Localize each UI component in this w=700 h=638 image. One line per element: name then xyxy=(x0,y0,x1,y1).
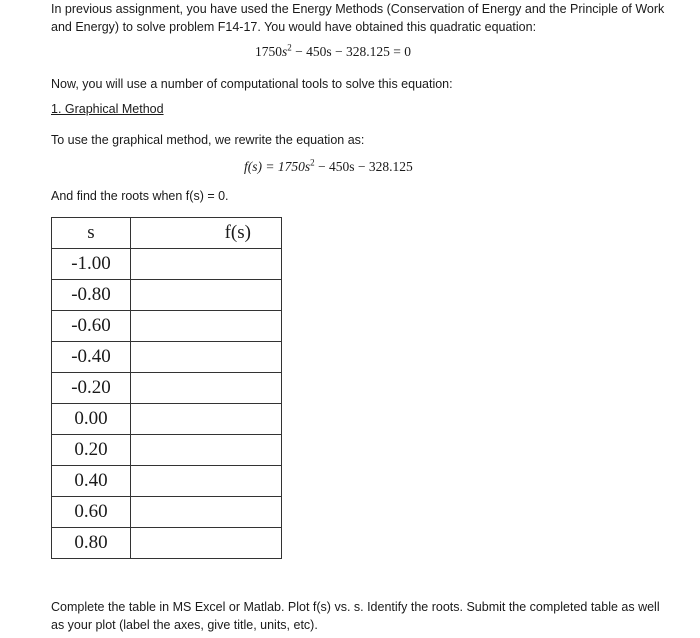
table-row xyxy=(52,435,282,466)
equation-rest: − 450s − 328.125 = 0 xyxy=(291,44,411,59)
table-row xyxy=(52,528,282,559)
equation-coefficient: 1750 xyxy=(255,44,282,59)
s-cell: -0.60 xyxy=(52,311,131,342)
s-cell: -0.80 xyxy=(52,280,131,311)
function-rest: − 450s − 328.125 xyxy=(314,159,413,174)
fs-cell-empty xyxy=(131,249,282,280)
table-row xyxy=(52,342,282,373)
fs-cell-empty xyxy=(131,528,282,559)
s-cell: 0.80 xyxy=(52,528,131,559)
header-s: s xyxy=(52,218,131,249)
table-header-row xyxy=(52,218,282,249)
function-equation xyxy=(244,159,413,175)
s-cell: -0.20 xyxy=(52,373,131,404)
function-exponent: 2 xyxy=(310,157,315,168)
fs-cell-empty xyxy=(131,466,282,497)
s-cell: 0.40 xyxy=(52,466,131,497)
fs-cell-empty xyxy=(131,342,282,373)
s-cell: -1.00 xyxy=(52,249,131,280)
table-row xyxy=(52,404,282,435)
instructions-paragraph: Complete the table in MS Excel or Matlab. Plot f(s) vs. s. Identify the roots. Submit the completed table as well as your plot (label the axes, give title, units, etc). xyxy=(51,600,660,632)
s-cell: 0.20 xyxy=(52,435,131,466)
equation-variable: s xyxy=(282,44,288,59)
header-fs: f(s) xyxy=(131,218,282,249)
function-lhs: f(s) = 1750s xyxy=(244,159,311,174)
table-row xyxy=(52,497,282,528)
fs-cell-empty xyxy=(131,497,282,528)
rewrite-paragraph: To use the graphical method, we rewrite the equation as: xyxy=(51,133,365,147)
quadratic-equation xyxy=(255,44,411,60)
equation-exponent: 2 xyxy=(287,42,292,53)
fs-cell-empty xyxy=(131,311,282,342)
s-cell: 0.60 xyxy=(52,497,131,528)
fs-cell-empty xyxy=(131,404,282,435)
s-cell: -0.40 xyxy=(52,342,131,373)
table-row xyxy=(52,373,282,404)
section-heading: 1. Graphical Method xyxy=(51,102,164,116)
table-row xyxy=(52,466,282,497)
fs-cell-empty xyxy=(131,435,282,466)
tools-paragraph: Now, you will use a number of computational tools to solve this equation: xyxy=(51,77,453,91)
intro-paragraph: In previous assignment, you have used the Energy Methods (Conservation of Energy and the Principle of Work and Energy) to solve problem F14-17. You would have obtained this quadratic equation: xyxy=(51,2,665,34)
table-row xyxy=(52,280,282,311)
table-row xyxy=(52,311,282,342)
fs-cell-empty xyxy=(131,280,282,311)
roots-paragraph: And find the roots when f(s) = 0. xyxy=(51,189,229,203)
table-row xyxy=(52,249,282,280)
values-table xyxy=(51,217,282,559)
s-cell: 0.00 xyxy=(52,404,131,435)
fs-cell-empty xyxy=(131,373,282,404)
